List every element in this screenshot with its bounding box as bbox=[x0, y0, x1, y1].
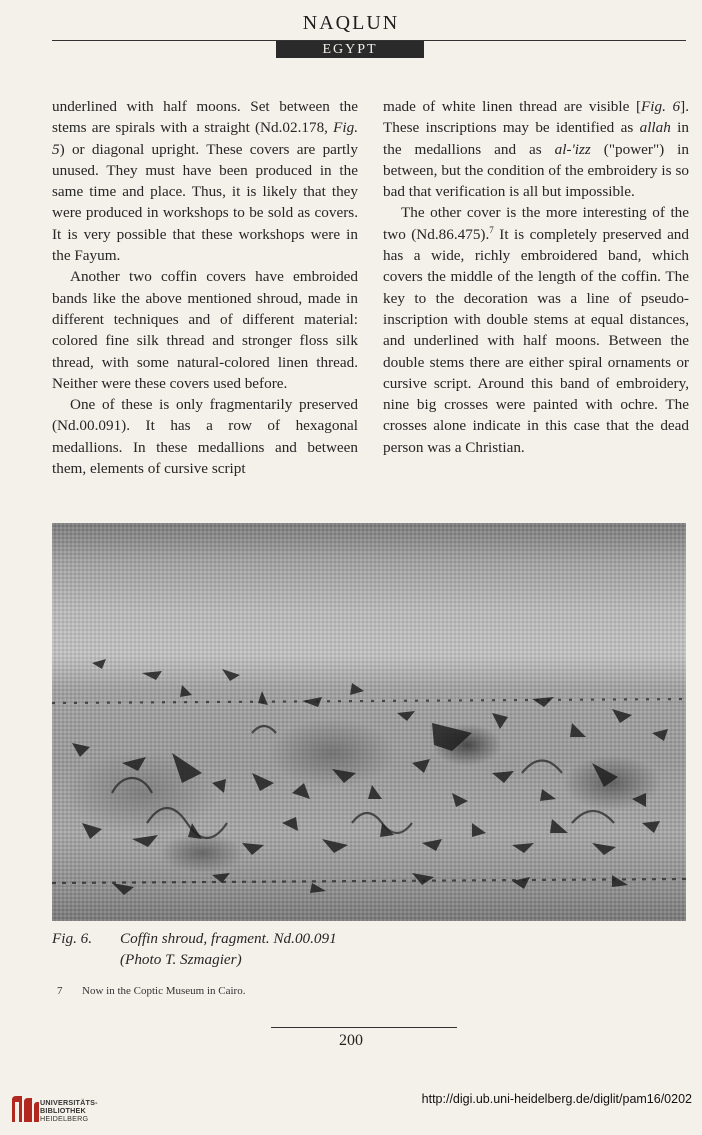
library-name: UNIVERSITÄTS- BIBLIOTHEK HEIDELBERG bbox=[40, 1098, 98, 1123]
paragraph: One of these is only fragmentarily preserved (Nd.00.091). It has a row of hexagonal medallions. In these medallions and between them, elements of cursive script bbox=[52, 396, 358, 478]
figure-reference: Fig. 5 bbox=[52, 119, 358, 158]
inscription-term: al-'izz bbox=[554, 140, 591, 158]
footnote-number: 7 bbox=[57, 985, 63, 997]
paragraph: underlined with half moons. Set between the stems are spirals with a straight (Nd.02.178, Fig. 5) or diagonal upright. These covers are partly unused. They must have been produced in the same time and place. Thus, it is likely that they were produced in workshops to be sold as covers. It is very possible that these workshops were in the Fayum. bbox=[52, 98, 358, 265]
footer-rule bbox=[271, 1027, 457, 1028]
inscription-term: allah bbox=[639, 119, 671, 137]
footnote-marker: 7 bbox=[489, 224, 494, 235]
figure-caption bbox=[52, 928, 337, 970]
page-number: 200 bbox=[339, 1032, 363, 1049]
paragraph: made of white linen thread are visible [Fig. 6]. These inscriptions may be identified as allah in the medallions and as al-'izz ("power") in between, but the condition of the embroidery is so bad that verification is all but impossible. bbox=[383, 98, 689, 201]
running-title: NAQLUN bbox=[302, 12, 400, 34]
caption-text: Coffin shroud, fragment. Nd.00.091 bbox=[120, 930, 337, 947]
library-logo-icon bbox=[8, 1092, 42, 1126]
photo-credit: (Photo T. Szmagier) bbox=[120, 951, 242, 968]
figure-label: Fig. 6. bbox=[52, 930, 93, 947]
footnote bbox=[52, 985, 245, 997]
section-band: EGYPT bbox=[276, 41, 424, 58]
embroidery-texture bbox=[52, 523, 686, 921]
source-url-link[interactable]: http://digi.ub.uni-heidelberg.de/diglit/pam16/0202 bbox=[421, 1092, 692, 1106]
footnote-text: Now in the Coptic Museum in Cairo. bbox=[82, 985, 246, 997]
paragraph: Another two coffin covers have embroided bands like the above mentioned shroud, made in different techniques and of different material: colored fine silk thread and stronger floss silk thread, with some natural-colored linen thread. Neither were these covers used before. bbox=[52, 268, 358, 392]
figure-reference: Fig. 6 bbox=[641, 98, 681, 115]
shroud-photograph bbox=[52, 523, 686, 921]
paragraph: The other cover is the more interesting of the two (Nd.86.475).$^7$ It is completely preserved and has a wide, richly embroidered band, which covers the middle of the length of the coffin. The key to the decoration was a line of pseudo-inscription with double stems at equal distances, and underlined with half moons. Between the double stems there are either spiral ornaments or cursive script. Around this band of embroidery, nine big crosses were painted with ochre. The crosses alone indicate in this case that the dead person was a Christian. bbox=[383, 204, 689, 456]
left-column bbox=[52, 96, 358, 479]
right-column bbox=[383, 96, 689, 458]
